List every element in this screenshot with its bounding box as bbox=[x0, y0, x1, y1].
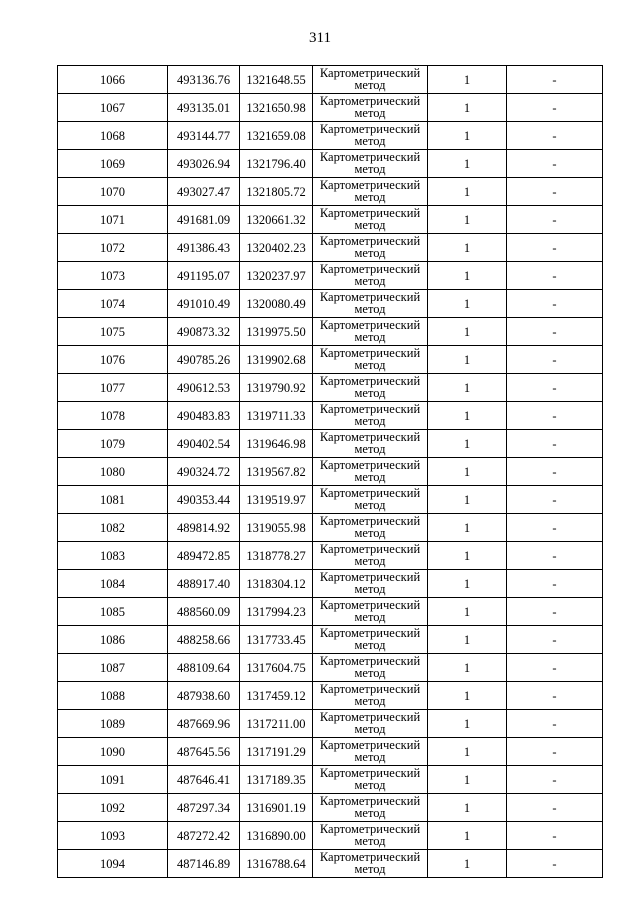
y-coordinate-cell: 1321796.40 bbox=[240, 150, 313, 178]
dash-cell: - bbox=[507, 542, 603, 570]
x-coordinate-cell: 487645.56 bbox=[168, 738, 240, 766]
point-number-cell: 1087 bbox=[58, 654, 168, 682]
table-row bbox=[58, 654, 603, 682]
table-row bbox=[58, 710, 603, 738]
method-text: Картометрический метод bbox=[319, 655, 421, 680]
table-row bbox=[58, 486, 603, 514]
count-cell: 1 bbox=[428, 94, 507, 122]
dash-cell: - bbox=[507, 402, 603, 430]
method-text: Картометрический метод bbox=[319, 179, 421, 204]
method-cell bbox=[313, 122, 428, 150]
dash-cell: - bbox=[507, 234, 603, 262]
method-cell bbox=[313, 542, 428, 570]
x-coordinate-cell: 491195.07 bbox=[168, 262, 240, 290]
count-cell: 1 bbox=[428, 542, 507, 570]
dash-cell: - bbox=[507, 178, 603, 206]
method-text: Картометрический метод bbox=[319, 851, 421, 876]
point-number-cell: 1090 bbox=[58, 738, 168, 766]
method-text: Картометрический метод bbox=[319, 683, 421, 708]
method-cell bbox=[313, 262, 428, 290]
table-row bbox=[58, 766, 603, 794]
x-coordinate-cell: 493027.47 bbox=[168, 178, 240, 206]
x-coordinate-cell: 490483.83 bbox=[168, 402, 240, 430]
x-coordinate-cell: 490873.32 bbox=[168, 318, 240, 346]
method-cell bbox=[313, 794, 428, 822]
count-cell: 1 bbox=[428, 570, 507, 598]
count-cell: 1 bbox=[428, 206, 507, 234]
dash-cell: - bbox=[507, 374, 603, 402]
y-coordinate-cell: 1316788.64 bbox=[240, 850, 313, 878]
method-cell bbox=[313, 234, 428, 262]
x-coordinate-cell: 487146.89 bbox=[168, 850, 240, 878]
count-cell: 1 bbox=[428, 122, 507, 150]
dash-cell: - bbox=[507, 458, 603, 486]
y-coordinate-cell: 1317211.00 bbox=[240, 710, 313, 738]
table-row bbox=[58, 738, 603, 766]
dash-cell: - bbox=[507, 206, 603, 234]
y-coordinate-cell: 1319975.50 bbox=[240, 318, 313, 346]
table-body bbox=[58, 66, 603, 878]
dash-cell: - bbox=[507, 486, 603, 514]
method-cell bbox=[313, 682, 428, 710]
table-row bbox=[58, 542, 603, 570]
table-row bbox=[58, 598, 603, 626]
x-coordinate-cell: 488109.64 bbox=[168, 654, 240, 682]
x-coordinate-cell: 488917.40 bbox=[168, 570, 240, 598]
dash-cell: - bbox=[507, 794, 603, 822]
method-text: Картометрический метод bbox=[319, 375, 421, 400]
method-text: Картометрический метод bbox=[319, 95, 421, 120]
count-cell: 1 bbox=[428, 458, 507, 486]
y-coordinate-cell: 1319711.33 bbox=[240, 402, 313, 430]
table-row bbox=[58, 822, 603, 850]
table-row bbox=[58, 458, 603, 486]
method-text: Картометрический метод bbox=[319, 711, 421, 736]
y-coordinate-cell: 1317604.75 bbox=[240, 654, 313, 682]
point-number-cell: 1076 bbox=[58, 346, 168, 374]
y-coordinate-cell: 1317459.12 bbox=[240, 682, 313, 710]
method-cell bbox=[313, 374, 428, 402]
count-cell: 1 bbox=[428, 66, 507, 94]
count-cell: 1 bbox=[428, 234, 507, 262]
count-cell: 1 bbox=[428, 178, 507, 206]
point-number-cell: 1078 bbox=[58, 402, 168, 430]
table-row bbox=[58, 318, 603, 346]
dash-cell: - bbox=[507, 738, 603, 766]
method-cell bbox=[313, 514, 428, 542]
point-number-cell: 1073 bbox=[58, 262, 168, 290]
dash-cell: - bbox=[507, 318, 603, 346]
dash-cell: - bbox=[507, 290, 603, 318]
point-number-cell: 1092 bbox=[58, 794, 168, 822]
y-coordinate-cell: 1319902.68 bbox=[240, 346, 313, 374]
point-number-cell: 1094 bbox=[58, 850, 168, 878]
count-cell: 1 bbox=[428, 682, 507, 710]
dash-cell: - bbox=[507, 850, 603, 878]
x-coordinate-cell: 490324.72 bbox=[168, 458, 240, 486]
point-number-cell: 1089 bbox=[58, 710, 168, 738]
method-text: Картометрический метод bbox=[319, 823, 421, 848]
count-cell: 1 bbox=[428, 626, 507, 654]
count-cell: 1 bbox=[428, 654, 507, 682]
x-coordinate-cell: 488258.66 bbox=[168, 626, 240, 654]
y-coordinate-cell: 1321659.08 bbox=[240, 122, 313, 150]
y-coordinate-cell: 1317189.35 bbox=[240, 766, 313, 794]
table-row bbox=[58, 262, 603, 290]
point-number-cell: 1068 bbox=[58, 122, 168, 150]
count-cell: 1 bbox=[428, 486, 507, 514]
table-row bbox=[58, 66, 603, 94]
method-text: Картометрический метод bbox=[319, 767, 421, 792]
method-cell bbox=[313, 738, 428, 766]
count-cell: 1 bbox=[428, 514, 507, 542]
method-text: Картометрический метод bbox=[319, 739, 421, 764]
page-number: 311 bbox=[309, 30, 331, 46]
method-text: Картометрический метод bbox=[319, 515, 421, 540]
count-cell: 1 bbox=[428, 374, 507, 402]
point-number-cell: 1085 bbox=[58, 598, 168, 626]
point-number-cell: 1086 bbox=[58, 626, 168, 654]
method-cell bbox=[313, 598, 428, 626]
x-coordinate-cell: 489814.92 bbox=[168, 514, 240, 542]
y-coordinate-cell: 1319790.92 bbox=[240, 374, 313, 402]
method-text: Картометрический метод bbox=[319, 459, 421, 484]
point-number-cell: 1088 bbox=[58, 682, 168, 710]
dash-cell: - bbox=[507, 262, 603, 290]
x-coordinate-cell: 493135.01 bbox=[168, 94, 240, 122]
method-cell bbox=[313, 150, 428, 178]
dash-cell: - bbox=[507, 346, 603, 374]
method-cell bbox=[313, 178, 428, 206]
count-cell: 1 bbox=[428, 710, 507, 738]
dash-cell: - bbox=[507, 430, 603, 458]
point-number-cell: 1075 bbox=[58, 318, 168, 346]
count-cell: 1 bbox=[428, 850, 507, 878]
table-row bbox=[58, 374, 603, 402]
dash-cell: - bbox=[507, 570, 603, 598]
method-cell bbox=[313, 346, 428, 374]
dash-cell: - bbox=[507, 598, 603, 626]
dash-cell: - bbox=[507, 66, 603, 94]
method-text: Картометрический метод bbox=[319, 487, 421, 512]
x-coordinate-cell: 491681.09 bbox=[168, 206, 240, 234]
table-row bbox=[58, 206, 603, 234]
point-number-cell: 1083 bbox=[58, 542, 168, 570]
y-coordinate-cell: 1319055.98 bbox=[240, 514, 313, 542]
count-cell: 1 bbox=[428, 598, 507, 626]
method-cell bbox=[313, 850, 428, 878]
y-coordinate-cell: 1316901.19 bbox=[240, 794, 313, 822]
method-text: Картометрический метод bbox=[319, 571, 421, 596]
y-coordinate-cell: 1316890.00 bbox=[240, 822, 313, 850]
method-cell bbox=[313, 710, 428, 738]
dash-cell: - bbox=[507, 822, 603, 850]
method-cell bbox=[313, 822, 428, 850]
y-coordinate-cell: 1317733.45 bbox=[240, 626, 313, 654]
method-cell bbox=[313, 402, 428, 430]
y-coordinate-cell: 1320661.32 bbox=[240, 206, 313, 234]
y-coordinate-cell: 1318304.12 bbox=[240, 570, 313, 598]
x-coordinate-cell: 487297.34 bbox=[168, 794, 240, 822]
count-cell: 1 bbox=[428, 738, 507, 766]
point-number-cell: 1066 bbox=[58, 66, 168, 94]
dash-cell: - bbox=[507, 94, 603, 122]
point-number-cell: 1069 bbox=[58, 150, 168, 178]
point-number-cell: 1071 bbox=[58, 206, 168, 234]
dash-cell: - bbox=[507, 710, 603, 738]
dash-cell: - bbox=[507, 766, 603, 794]
method-text: Картометрический метод bbox=[319, 599, 421, 624]
y-coordinate-cell: 1321648.55 bbox=[240, 66, 313, 94]
point-number-cell: 1072 bbox=[58, 234, 168, 262]
y-coordinate-cell: 1319646.98 bbox=[240, 430, 313, 458]
dash-cell: - bbox=[507, 122, 603, 150]
count-cell: 1 bbox=[428, 402, 507, 430]
y-coordinate-cell: 1318778.27 bbox=[240, 542, 313, 570]
method-text: Картометрический метод bbox=[319, 543, 421, 568]
y-coordinate-cell: 1320402.23 bbox=[240, 234, 313, 262]
y-coordinate-cell: 1320080.49 bbox=[240, 290, 313, 318]
method-text: Картометрический метод bbox=[319, 123, 421, 148]
method-cell bbox=[313, 206, 428, 234]
count-cell: 1 bbox=[428, 430, 507, 458]
count-cell: 1 bbox=[428, 794, 507, 822]
x-coordinate-cell: 487938.60 bbox=[168, 682, 240, 710]
method-cell bbox=[313, 626, 428, 654]
count-cell: 1 bbox=[428, 318, 507, 346]
point-number-cell: 1082 bbox=[58, 514, 168, 542]
table-row bbox=[58, 682, 603, 710]
y-coordinate-cell: 1317994.23 bbox=[240, 598, 313, 626]
x-coordinate-cell: 490353.44 bbox=[168, 486, 240, 514]
coordinates-table bbox=[57, 65, 603, 878]
table-row bbox=[58, 794, 603, 822]
count-cell: 1 bbox=[428, 262, 507, 290]
table-row bbox=[58, 94, 603, 122]
point-number-cell: 1080 bbox=[58, 458, 168, 486]
method-text: Картометрический метод bbox=[319, 403, 421, 428]
table-row bbox=[58, 850, 603, 878]
x-coordinate-cell: 491386.43 bbox=[168, 234, 240, 262]
x-coordinate-cell: 490785.26 bbox=[168, 346, 240, 374]
method-text: Картометрический метод bbox=[319, 795, 421, 820]
point-number-cell: 1081 bbox=[58, 486, 168, 514]
x-coordinate-cell: 487272.42 bbox=[168, 822, 240, 850]
x-coordinate-cell: 487669.96 bbox=[168, 710, 240, 738]
table-row bbox=[58, 570, 603, 598]
method-text: Картометрический метод bbox=[319, 347, 421, 372]
dash-cell: - bbox=[507, 626, 603, 654]
count-cell: 1 bbox=[428, 150, 507, 178]
x-coordinate-cell: 491010.49 bbox=[168, 290, 240, 318]
method-text: Картометрический метод bbox=[319, 263, 421, 288]
method-text: Картометрический метод bbox=[319, 291, 421, 316]
method-cell bbox=[313, 458, 428, 486]
point-number-cell: 1091 bbox=[58, 766, 168, 794]
point-number-cell: 1079 bbox=[58, 430, 168, 458]
table-row bbox=[58, 514, 603, 542]
method-text: Картометрический метод bbox=[319, 627, 421, 652]
table-row bbox=[58, 178, 603, 206]
table-row bbox=[58, 122, 603, 150]
x-coordinate-cell: 487646.41 bbox=[168, 766, 240, 794]
count-cell: 1 bbox=[428, 346, 507, 374]
table-row bbox=[58, 402, 603, 430]
point-number-cell: 1070 bbox=[58, 178, 168, 206]
point-number-cell: 1077 bbox=[58, 374, 168, 402]
table-row bbox=[58, 626, 603, 654]
table-row bbox=[58, 150, 603, 178]
method-text: Картометрический метод bbox=[319, 319, 421, 344]
count-cell: 1 bbox=[428, 822, 507, 850]
point-number-cell: 1084 bbox=[58, 570, 168, 598]
count-cell: 1 bbox=[428, 290, 507, 318]
method-text: Картометрический метод bbox=[319, 235, 421, 260]
count-cell: 1 bbox=[428, 766, 507, 794]
method-text: Картометрический метод bbox=[319, 431, 421, 456]
y-coordinate-cell: 1317191.29 bbox=[240, 738, 313, 766]
x-coordinate-cell: 490612.53 bbox=[168, 374, 240, 402]
table-row bbox=[58, 290, 603, 318]
y-coordinate-cell: 1321805.72 bbox=[240, 178, 313, 206]
method-cell bbox=[313, 570, 428, 598]
method-cell bbox=[313, 654, 428, 682]
dash-cell: - bbox=[507, 514, 603, 542]
x-coordinate-cell: 493136.76 bbox=[168, 66, 240, 94]
x-coordinate-cell: 493026.94 bbox=[168, 150, 240, 178]
method-text: Картометрический метод bbox=[319, 67, 421, 92]
table-row bbox=[58, 346, 603, 374]
dash-cell: - bbox=[507, 150, 603, 178]
method-cell bbox=[313, 290, 428, 318]
table-row bbox=[58, 430, 603, 458]
y-coordinate-cell: 1319567.82 bbox=[240, 458, 313, 486]
y-coordinate-cell: 1320237.97 bbox=[240, 262, 313, 290]
method-cell bbox=[313, 430, 428, 458]
x-coordinate-cell: 493144.77 bbox=[168, 122, 240, 150]
method-cell bbox=[313, 66, 428, 94]
x-coordinate-cell: 489472.85 bbox=[168, 542, 240, 570]
method-cell bbox=[313, 766, 428, 794]
point-number-cell: 1067 bbox=[58, 94, 168, 122]
method-cell bbox=[313, 318, 428, 346]
table-row bbox=[58, 234, 603, 262]
point-number-cell: 1093 bbox=[58, 822, 168, 850]
method-cell bbox=[313, 94, 428, 122]
dash-cell: - bbox=[507, 682, 603, 710]
y-coordinate-cell: 1321650.98 bbox=[240, 94, 313, 122]
y-coordinate-cell: 1319519.97 bbox=[240, 486, 313, 514]
method-cell bbox=[313, 486, 428, 514]
method-text: Картометрический метод bbox=[319, 207, 421, 232]
x-coordinate-cell: 488560.09 bbox=[168, 598, 240, 626]
method-text: Картометрический метод bbox=[319, 151, 421, 176]
point-number-cell: 1074 bbox=[58, 290, 168, 318]
dash-cell: - bbox=[507, 654, 603, 682]
x-coordinate-cell: 490402.54 bbox=[168, 430, 240, 458]
